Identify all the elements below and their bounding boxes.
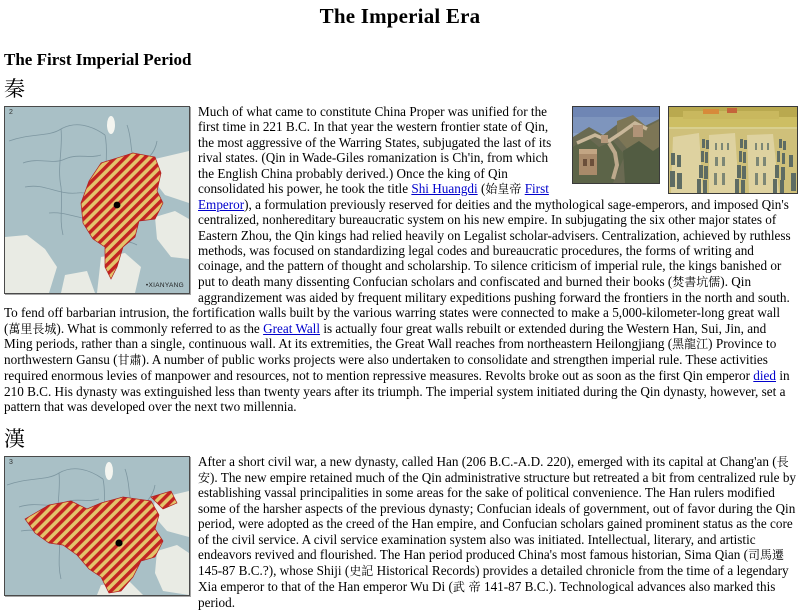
capital-marker [114,202,121,209]
han-paragraph: After a short civil war, a new dynasty, called Han (206 B.C.-A.D. 220), emerged with its capital at Chang'an (長 安). The new empire retained much of the Qin administrative structure but retreated a bit from centralized rule by establishing vassal principalities in some areas for the sake of political convenience. The Han rulers modified some of the harsher aspects of the previous dynasty; Confucian ideals of government, out of favor during the Qin period, were adopted as the creed of the Han empire, and Confucian scholars gained prominent status as the core of the civil service. A civil service examination system also was initiated. Intellectual, literary, and artistic endeavors revived and flourished. The Han period produced China's most famous historian, Sima Qian (司馬遷 145-87 B.C.?), whose Shiji (史記 Historical Records) provides a detailed chronicle from the time of a legendary Xia emperor to that of the Han emperor Wu Di (武 帝 141-87 B.C.). Technological advances also marked this period. [198,453,797,610]
great-wall-photo[interactable] [572,106,660,184]
cjk-inline-text: 始皇帝 [485,181,522,196]
cjk-heading-qin: 秦 [4,77,25,102]
inline-link[interactable]: First Emperor [198,180,549,212]
inline-link[interactable]: Shi Huangdi [411,180,478,196]
qin-paragraph: Much of what came to constitute China Proper was unified for the first time in 221 B.C. In that year the western frontier state of Qin, the most aggressive of the Warring States, subjugated the last of its rival states. (Qin in Wade-Giles romanization is Ch'in, from which the English China probably derived.) Once the king of Qin consolidated his power, he took the title Shi Huangdi (始皇帝 First Emperor), a formulation previously reserved for deities and the mythological sage-emperors, and imposed Qin's centralized, nonhereditary bureaucratic system on his new empire. In subjugating the six other major states of Eastern Zhou, the Qin kings had relied heavily on Legalist scholar-advisers. Centralization, achieved by ruthless methods, was focused on standardizing legal codes and bureaucratic procedures, the forms of writing and coinage, and the pattern of thought and scholarship. To silence criticism of imperial rule, the kings banished or put to death many dissenting Confucian scholars and confiscated and burned their books (焚書坑儒). Qin aggrandizement was aided by frequent military expeditions pushing forward the frontiers in the north and south. To fend off barbarian intrusion, the fortification walls built by the various warring states were connected to make a 5,000-kilometer-long great wall (萬里長城). What is commonly referred to as the Great Wall is actually four great walls rebuilt or extended during the Western Han, Sui, Jin, and Ming periods, rather than a single, continuous wall. At its extremities, the Great Wall reaches from northeastern Heilongjiang (黑龍江) Province to northwestern Gansu (甘肅). A number of public works projects were also undertaken to consolidate and strengthen imperial rule. These activities required enormous levies of manpower and resources, not to mention repressive measures. Revolts broke out as soon as the first Qin emperor died in 210 B.C. His dynasty was extinguished less than twenty years after its triumph. The imperial system initiated during the Qin dynasty, however, set a pattern that was developed over the next two millennia. [4,104,791,415]
section-heading-first-imperial-period: The First Imperial Period [4,50,192,70]
inline-link[interactable]: Great Wall [263,320,321,336]
page-title: The Imperial Era [319,4,481,28]
inline-link[interactable]: died [753,368,777,384]
cjk-heading-han: 漢 [4,426,25,451]
cjk-inline-text: 史記 [349,563,374,578]
cjk-inline-text: 長 安 [198,454,789,485]
capital-marker [115,539,122,546]
map-number-label: 2 [9,109,13,117]
qin-map-graphic [5,107,189,293]
cjk-inline-text: 萬里長城 [8,321,57,336]
cjk-inline-text: 武 帝 [452,579,481,594]
cjk-inline-text: 甘肅 [117,353,142,368]
xianyang-label: •XIANYANG [145,281,184,289]
han-map-graphic [5,457,189,595]
cjk-inline-text: 司馬遷 [748,547,785,562]
qin-territory-map[interactable] [4,106,190,294]
great-wall-photo-graphic [573,107,659,183]
terracotta-army-photo[interactable] [668,106,798,194]
cjk-inline-text: 黑龍江 [672,337,709,352]
terracotta-photo-graphic [669,107,797,193]
section-body-han [0,454,800,610]
section-body-qin [0,104,800,414]
han-territory-map[interactable] [4,456,190,596]
document-page [0,4,800,610]
cjk-inline-text: 焚書坑儒 [672,274,721,289]
map-number-label: 3 [9,458,13,466]
